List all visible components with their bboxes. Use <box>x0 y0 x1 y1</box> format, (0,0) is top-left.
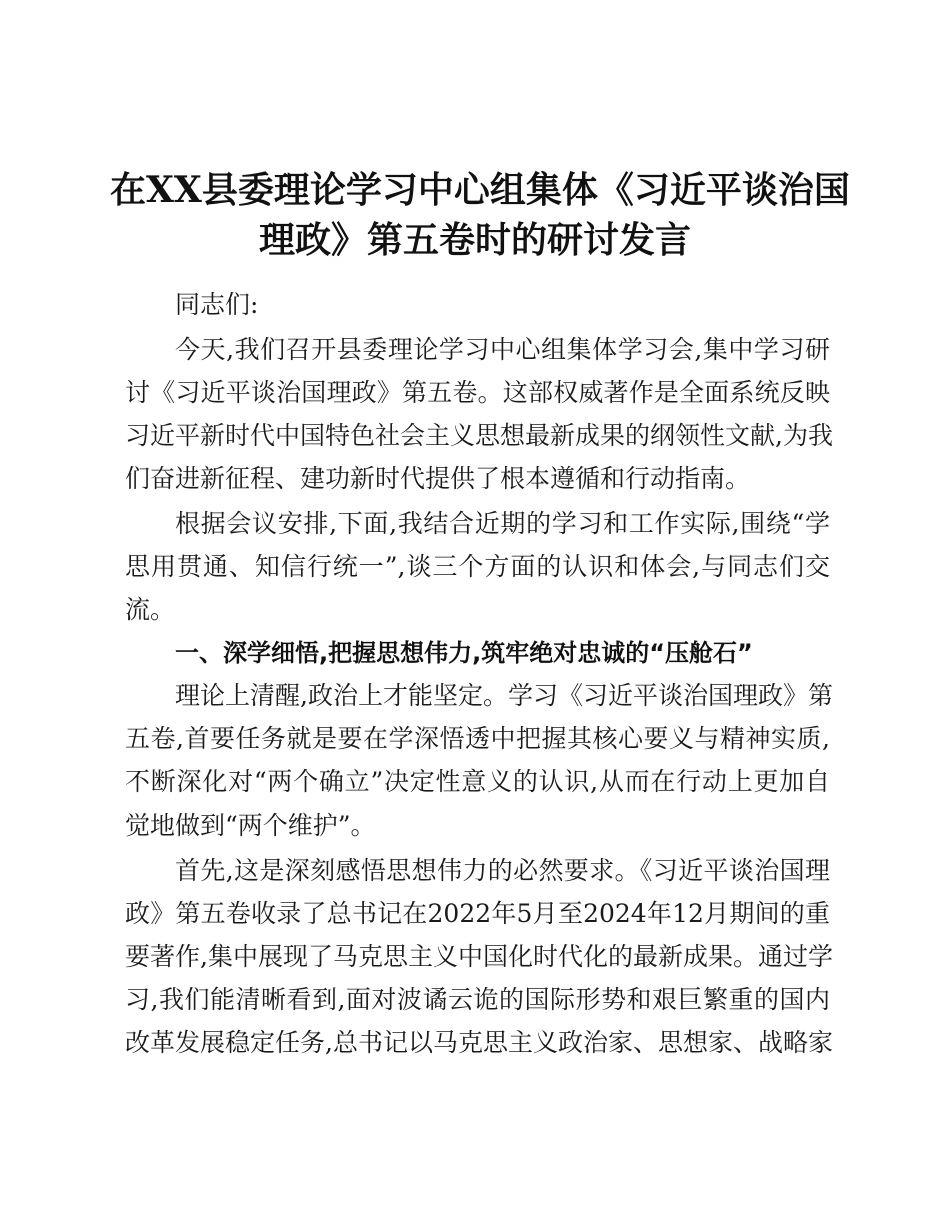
paragraph-3-line: 不断深化对“两个确立”决定性意义的认识,从而在行动上更加自 <box>125 767 830 796</box>
paragraph-1-line: 讨《习近平谈治国理政》第五卷。这部权威著作是全面系统反映 <box>125 378 830 407</box>
paragraph-4-line: 政》第五卷收录了总书记在2022年5月至2024年12月期间的重 <box>125 899 830 928</box>
paragraph-3-line: 理论上清醒,政治上才能坚定。学习《习近平谈治国理政》第 <box>175 681 833 710</box>
paragraph-2-line: 流。 <box>125 595 176 624</box>
paragraph-2-line: 思用贯通、知信行统一”,谈三个方面的认识和体会,与同志们交 <box>125 552 830 581</box>
paragraph-4-line: 改革发展稳定任务,总书记以马克思主义政治家、思想家、战略家 <box>125 1028 833 1057</box>
paragraph-3-line: 五卷,首要任务就是要在学深悟透中把握其核心要义与精神实质, <box>125 724 830 753</box>
paragraph-2-line: 根据会议安排,下面,我结合近期的学习和工作实际,围绕“学 <box>175 509 830 538</box>
paragraph-1-line: 习近平新时代中国特色社会主义思想最新成果的纲领性文献,为我 <box>125 421 833 450</box>
paragraph-4-line: 首先,这是深刻感悟思想伟力的必然要求。《习近平谈治国理 <box>175 856 830 885</box>
section-heading-1: 一、深学细悟,把握思想伟力,筑牢绝对忠诚的“压舱石” <box>175 639 753 667</box>
paragraph-1-line: 们奋进新征程、建功新时代提供了根本遵循和行动指南。 <box>125 464 751 493</box>
paragraph-1-line: 今天,我们召开县委理论学习中心组集体学习会,集中学习研 <box>175 335 830 364</box>
salutation: 同志们: <box>175 290 259 319</box>
paragraph-4-line: 习,我们能清晰看到,面对波谲云诡的国际形势和艰巨繁重的国内 <box>125 985 830 1014</box>
paragraph-3-line: 觉地做到“两个维护”。 <box>125 811 376 840</box>
document-title-line-2: 理政》第五卷时的研讨发言 <box>258 219 691 261</box>
paragraph-4-line: 要著作,集中展现了马克思主义中国化时代化的最新成果。通过学 <box>125 942 833 971</box>
document-title-line-1: 在XX县委理论学习中心组集体《习近平谈治国 <box>110 169 850 211</box>
